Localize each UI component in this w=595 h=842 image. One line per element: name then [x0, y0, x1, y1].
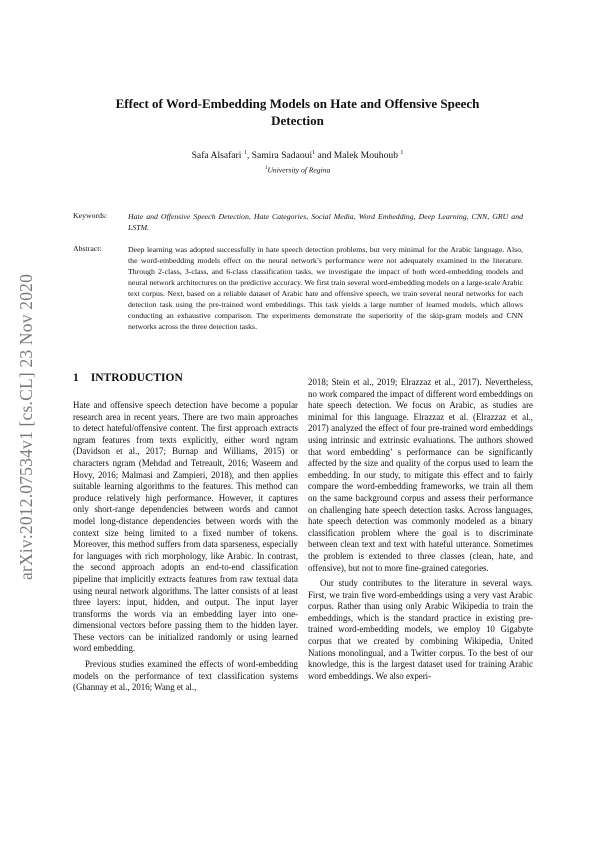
affiliation	[90, 165, 505, 175]
section-heading	[73, 372, 183, 384]
affiliation-name: University of Regina	[267, 165, 331, 175]
abstract-text: Deep learning was adopted successfully in hate speech detection problems, but very minimal for the Arabic language. Also, the word-embedding models effect on the neural network’s performance were not adequately examined in the literature. Through 2-class, 3-class, and 6-class classification tasks, we investigate the impact of both word-embedding models and neural network architectures on the predictive accuracy. We first train several word-embedding models on a large-scale Arabic text corpus. Next, based on a reliable dataset of Arabic hate and offensive speech, we train several neural networks for each detection task using the pre-trained word embeddings. This task yields a large number of learned models, which allows conducting an exhaustive comparison. The experiments demonstrate the superiority of the skip-gram models and CNN networks across the three detection tasks.	[128, 245, 523, 331]
paragraph: Hate and offensive speech detection have become a popular research area in recent years. There are two main approaches to detect hateful/offensive content. The first approach extracts ngram features from texts explicitly, either word ngram (Davidson et al., 2017; Burnap and Williams, 2015) or characters ngram (Mehdad and Tetreault, 2016; Waseem and Hovy, 2016; Malmasi and Zampieri, 2018), and then applies suitable learning algorithms to the features. This method can produce relatively high performance. However, it captures only short-range dependencies between words and cannot model long-distance dependencies between words with the context size being limited to a fixed number of tokens. Moreover, this method suffers from data sparseness, especially for languages with rich morphology, like Arabic. In contrast, the second approach adopts an end-to-end classification pipeline that implicitly extracts features from raw textual data using neural network algorithms. The latter consists of at least three layers: input, hidden, and output. The input layer transforms the words via an embedding layer into one-dimensional vectors before passing them to the hidden layer. These vectors can be initialized randomly or using learned word embedding.	[73, 400, 298, 654]
author-name: Malek Mouhoub	[333, 150, 398, 162]
author-affiliation-marker: 1	[312, 150, 316, 156]
right-column	[308, 377, 533, 682]
author-list: Safa Alsafari $^1$, Samira Sadaoui$^1$ and Malek Mouhoub $^1$	[191, 150, 404, 162]
paper-title: Effect of Word-Embedding Models on Hate and Offensive Speech Detection	[115, 96, 480, 128]
abstract-label: Abstract:	[73, 244, 102, 253]
left-column	[73, 400, 298, 694]
paragraph: 2018; Stein et al., 2019; Elrazzaz et al., 2017). Nevertheless, no work compared the impact of different word embeddings on hate speech detection. We focus on Arabic, as studies are minimal for this language. Elrazzaz et al. (Elrazzaz et al., 2017) analyzed the effect of four pre-trained word embeddings using intrinsic and extrinsic evaluations. The authors showed that word embedding’ s performance can be significantly affected by the size and quality of the corpus used to learn the embedding. In our study, to mitigate this effect and to fairly compare the word-embedding frameworks, we train all them on the same background corpus and assess their performance on challenging hate speech detection tasks. Across languages, hate speech detection was commonly modeled as a binary classification problem where the goal is to discriminate between clean text and text with hateful utterance. Sometimes the problem is extended to three classes (clean, hate, and offensive), but not to more fine-grained categories.	[308, 377, 533, 573]
affiliation-marker: 1	[264, 165, 268, 171]
paragraph: Our study contributes to the literature in several ways. First, we train five word-embeddings using a very vast Arabic corpus. Rather than using only Arabic Wikipedia to train the embeddings, which is the standard practice in existing pre-trained word-embedding models, we employ 10 Gigabyte corpus that we created by combining Wikipedia, United Nations monolingual, and a Twitter corpus. To the best of our knowledge, this is the largest dataset used for training Arabic word embeddings. We also experi-	[308, 578, 533, 681]
keywords-label: Keywords:	[73, 211, 108, 220]
paragraph: Previous studies examined the effects of word-embedding models on the performance of text classification systems (Ghannay et al., 2016; Wang et al.,	[73, 659, 298, 693]
author-name: Samira Sadaoui	[251, 150, 313, 162]
section-title: INTRODUCTION	[90, 372, 183, 384]
arxiv-identifier: arXiv:2012.07534v1 [cs.CL] 23 Nov 2020	[16, 273, 36, 580]
author-name: Safa Alsafari	[191, 150, 242, 162]
author-affiliation-marker: 1	[243, 150, 247, 156]
author-affiliation-marker: 1	[400, 150, 404, 156]
keywords-text: Hate and Offensive Speech Detection, Hate Categories, Social Media, Word Embedding, Deep Learning, CNN, GRU and LSTM.	[128, 212, 523, 232]
section-number: 1	[73, 372, 79, 384]
